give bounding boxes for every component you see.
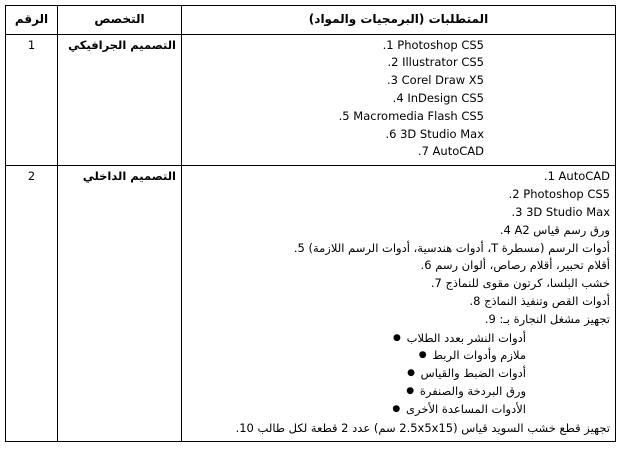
list-item-index: 5.	[338, 108, 350, 123]
list-item-index: 4.	[499, 222, 511, 237]
sub-list-item-text: الأدوات المساعدة الأخرى	[405, 401, 526, 416]
list-item	[187, 54, 610, 72]
list-item-index: 1.	[382, 37, 394, 52]
table-header-row	[6, 6, 616, 35]
bullet-icon: ●	[418, 350, 427, 361]
list-item	[187, 168, 610, 186]
list-item-index: 10.	[235, 420, 254, 435]
column-header-requirements: المتطلبات (البرمجيات والمواد)	[182, 6, 616, 35]
list-item-text: أقلام تحبير، أقلام رصاص، ألوان رسم	[435, 258, 610, 273]
list-item-text: Macromedia Flash CS5	[353, 108, 484, 123]
list-item	[187, 108, 610, 126]
list-item-text: ورق رسم قياس A2	[514, 222, 610, 237]
requirements-cell-interior-design	[182, 166, 616, 442]
sub-list-item	[187, 347, 610, 365]
list-item	[187, 186, 610, 204]
list-item-text: Illustrator CS5	[402, 55, 484, 70]
list-item-text: أدوات الرسم (مسطرة T، أدوات هندسية، أدوات الرسم اللازمة)	[308, 240, 610, 255]
table-row	[6, 166, 616, 442]
requirements-cell-graphic-design	[182, 34, 616, 166]
column-header-specialization: التخصص	[58, 6, 182, 35]
table-body	[6, 34, 616, 442]
list-item-text: تجهيز مشغل النجارة بـ:	[499, 311, 610, 326]
list-item-text: 3D Studio Max	[400, 126, 484, 141]
requirements-last-item	[187, 420, 610, 438]
list-item-index: 3.	[511, 204, 523, 219]
list-item-text: InDesign CS5	[407, 91, 484, 106]
number-cell-graphic-design: 1	[6, 34, 58, 166]
list-item	[187, 293, 610, 311]
list-item	[187, 240, 610, 258]
list-item	[187, 204, 610, 222]
list-item	[187, 311, 610, 329]
sub-list-item	[187, 365, 610, 383]
requirements-list-interior-design	[187, 168, 610, 328]
sub-list-item-text: ملازم وأدوات الربط	[432, 348, 526, 363]
list-item-index: 9.	[484, 311, 496, 326]
specialization-cell-interior-design: التصميم الداخلي	[58, 166, 182, 442]
list-item-index: 1.	[543, 169, 555, 184]
list-item-index: 6.	[420, 258, 432, 273]
list-item	[187, 126, 610, 144]
number-cell-interior-design: 2	[6, 166, 58, 442]
sub-list-item-text: أدوات النشر بعدد الطلاب	[406, 330, 526, 345]
list-item-text: 3D Studio Max	[526, 204, 610, 219]
sub-list-item-text: أدوات الضبط والقياس	[420, 366, 526, 381]
list-item-index: 3.	[387, 73, 398, 88]
list-item-text: Corel Draw X5	[401, 73, 484, 88]
list-item	[187, 90, 610, 108]
sub-list-item	[187, 330, 610, 348]
list-item-index: 7.	[417, 144, 429, 159]
list-item	[187, 257, 610, 275]
bullet-icon: ●	[407, 368, 415, 379]
list-item	[187, 275, 610, 293]
list-item-text: Photoshop CS5	[397, 37, 484, 52]
list-item	[187, 37, 610, 55]
specialization-cell-graphic-design: التصميم الجرافيكي	[58, 34, 182, 166]
bullet-icon: ●	[393, 332, 401, 343]
list-item-index: 6.	[385, 126, 397, 141]
list-item	[187, 143, 610, 161]
list-item-text: تجهيز قطع خشب السويد قياس (2.5x5x15 سم) عدد 2 قطعة لكل طالب	[257, 420, 610, 435]
sub-list-item	[187, 383, 610, 401]
list-item-index: 2.	[508, 187, 520, 202]
list-item-text: AutoCAD	[432, 144, 484, 159]
list-item-index: 7.	[430, 276, 442, 291]
list-item-index: 2.	[387, 55, 399, 70]
list-item-text: خشب البلسا، كرتون مقوى للنماذج	[445, 276, 610, 291]
list-item	[187, 72, 610, 90]
table-row	[6, 34, 616, 166]
table-header	[6, 6, 616, 35]
list-item-index: 4.	[392, 91, 404, 106]
sub-list-item	[187, 401, 610, 419]
column-header-number: الرقم	[6, 6, 58, 35]
sub-list-item-text: ورق البردخة والصنفرة	[419, 384, 526, 399]
list-item-text: Photoshop CS5	[523, 187, 610, 202]
list-item-index: 5.	[293, 240, 305, 255]
list-item-index: 8.	[469, 293, 481, 308]
workshop-sub-list	[187, 330, 610, 419]
list-item	[187, 222, 610, 240]
list-item-text: أدوات القص وتنفيذ النماذج	[484, 293, 610, 308]
bullet-icon: ●	[392, 403, 401, 414]
list-item-text: AutoCAD	[558, 169, 610, 184]
requirements-table	[5, 5, 616, 442]
bullet-icon: ●	[406, 386, 415, 397]
requirements-list-graphic-design	[187, 37, 610, 162]
